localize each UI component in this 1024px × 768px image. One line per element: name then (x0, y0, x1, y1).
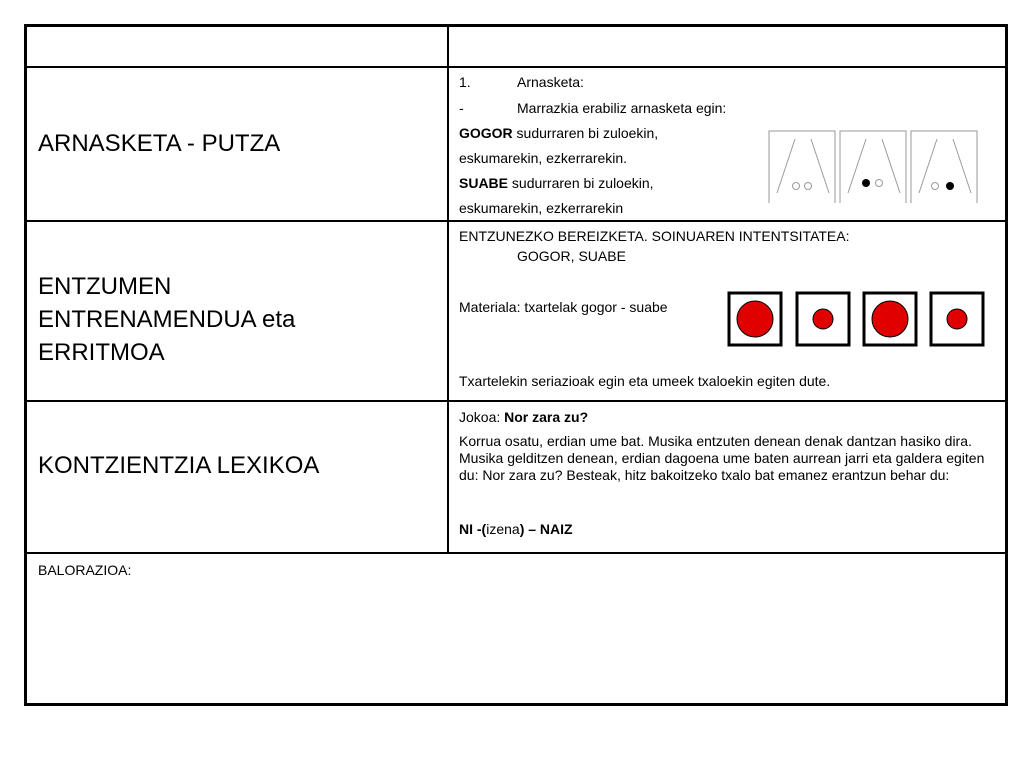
gogor-label: GOGOR (459, 125, 513, 141)
row-divider (27, 400, 1005, 402)
column-divider (447, 27, 449, 554)
card-loud (729, 293, 781, 345)
nose-sketch-right (911, 131, 977, 203)
entzumen-title-line: ENTRENAMENDUA eta (38, 306, 296, 333)
nostril-dot-icon (946, 182, 954, 190)
row-divider (27, 220, 1005, 222)
nose-breathing-sketches (769, 131, 979, 203)
ni-naiz-line (459, 521, 573, 538)
row-divider (27, 552, 1005, 554)
entzumen-title (38, 270, 438, 369)
instruction-text: Marrazkia erabiliz arnasketa egin: (517, 100, 727, 116)
arnasketa-instruction (459, 100, 726, 117)
arnasketa-title: ARNASKETA - PUTZA (38, 130, 281, 157)
gogor-line (459, 125, 658, 142)
jokoa-label: Jokoa: (459, 409, 505, 425)
jokoa-name: Nor zara zu? (504, 409, 589, 425)
balorazioa-label: BALORAZIOA: (38, 562, 132, 578)
item-number: 1. (459, 74, 471, 90)
intensity-cards (727, 291, 989, 349)
txartelekin-text: Txartelekin seriazioak egin eta umeek txaloekin egiten dute. (459, 373, 831, 389)
ni-end: ) – NAIZ (519, 521, 573, 537)
item-label: Arnasketa: (517, 74, 584, 90)
entzumen-title-line: ENTZUMEN (38, 273, 172, 300)
jokoa-line (459, 409, 588, 426)
dash-marker: - (459, 100, 464, 116)
nose-sketch-left (840, 131, 906, 203)
ni-start: NI -( (459, 521, 487, 537)
card-loud (864, 293, 916, 345)
row-divider (27, 66, 1005, 68)
card-soft (931, 293, 983, 345)
nostril-dot-icon (862, 179, 870, 187)
gogor-text: sudurraren bi zuloekin, (512, 125, 659, 141)
gogor-line-2: eskumarekin, ezkerrarekin. (459, 150, 628, 166)
suabe-line-2: eskumarekin, ezkerrarekin (459, 200, 624, 216)
suabe-label: SUABE (459, 175, 509, 191)
suabe-text: sudurraren bi zuloekin, (508, 175, 654, 191)
entzunezko-heading: ENTZUNEZKO BEREIZKETA. SOINUAREN INTENTSITATEA: (459, 228, 850, 244)
entzunezko-heading-2: GOGOR, SUABE (517, 248, 626, 264)
card-soft (797, 293, 849, 345)
nose-sketch-both (769, 131, 835, 203)
ni-izena: izena (486, 521, 520, 537)
entzumen-title-line: ERRITMOA (38, 339, 165, 366)
lesson-table (24, 24, 1008, 706)
suabe-line (459, 175, 654, 192)
kontzientzia-title: KONTZIENTZIA LEXIKOA (38, 452, 320, 479)
jokoa-paragraph: Korrua osatu, erdian ume bat. Musika entzuten denean denak dantzan hasiko dira. Musika gelditzen denean, erdian dagoena ume baten aurrean jarri eta galdera egiten du: Nor zara zu? Besteak, hitz bakoitzeko txalo bat emanez erantzun behar du: (459, 433, 985, 483)
arnasketa-item (459, 74, 584, 91)
materiala-text: Materiala: txartelak gogor - suabe (459, 299, 668, 315)
